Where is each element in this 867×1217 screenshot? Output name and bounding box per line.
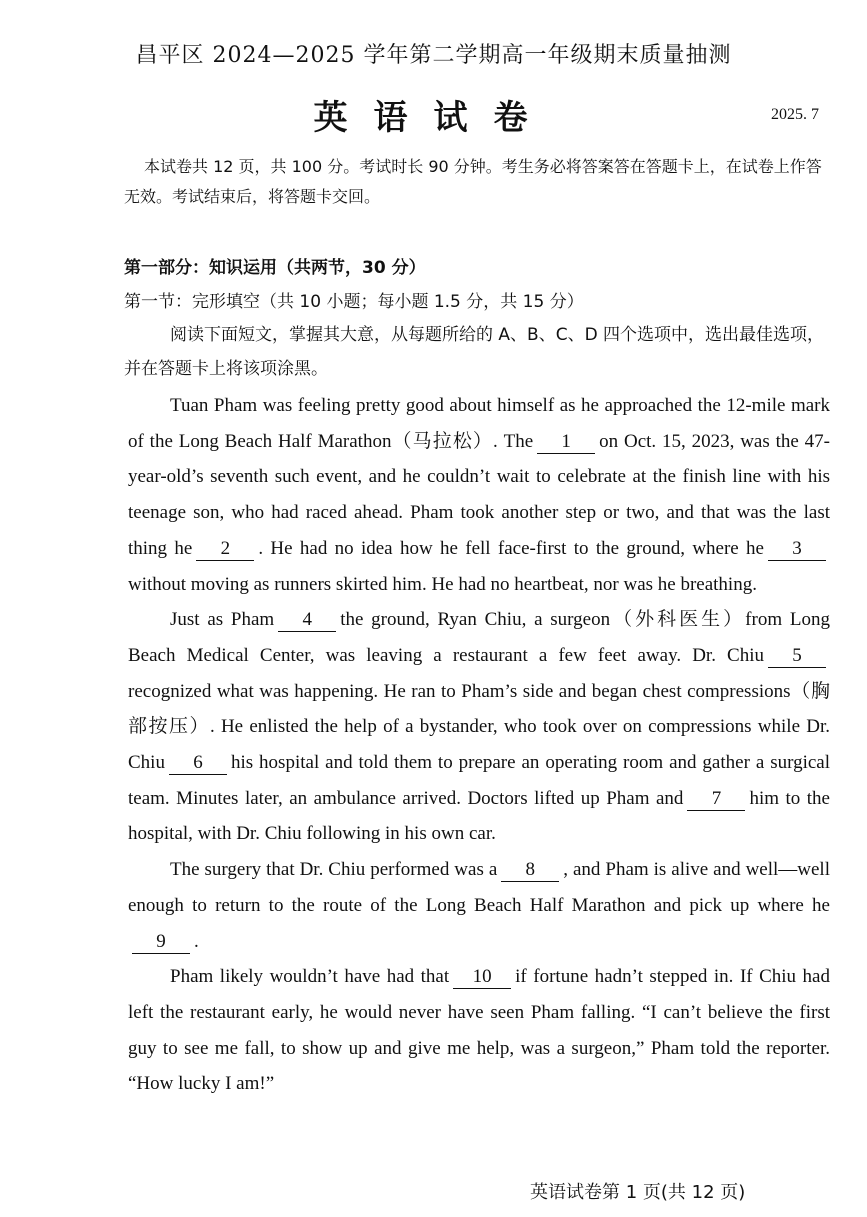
passage-text: if fortune hadn’t stepped in. If Chiu had left the restaurant early, he would never have seen Pham falling. “I can’t believe the first guy to see me fall, to show up and give me help, was a surgeon,” Pham told the reporter. “How lucky I am!” (128, 966, 830, 1095)
passage-paragraph-3 (128, 852, 830, 959)
part1-heading: 第一部分：知识运用（共两节，30 分） (124, 258, 426, 278)
blank-6: 6 (169, 752, 227, 775)
subject-title: 英语试卷 (313, 98, 554, 138)
passage-paragraph-4 (128, 959, 830, 1102)
blank-9: 9 (132, 931, 190, 954)
passage-text: recognized what was happening. He ran to Pham’s side and began chest compressions（胸部按压）. He enlisted the help of a bystander, who took over on compressions while Dr. Chiu (128, 680, 830, 774)
passage-paragraph-2 (128, 602, 830, 852)
cloze-passage (128, 388, 830, 1102)
blank-2: 2 (196, 538, 254, 561)
blank-5: 5 (768, 645, 826, 668)
blank-10: 10 (453, 966, 511, 989)
page-footer: 英语试卷第 1 页(共 12 页) (530, 1182, 746, 1203)
blank-8: 8 (501, 859, 559, 882)
passage-text: . (194, 930, 199, 952)
passage-text: on Oct. 15, 2023, was the 47-year-old’s seventh such event, and he couldn’t wait to celebrate at the finish line with his teenage son, who had raced ahead. Pham took another step or two, and that was the last thing he (128, 430, 830, 559)
passage-text: Pham likely wouldn’t have had that (170, 966, 450, 988)
exam-instructions: 本试卷共 12 页，共 100 分。考试时长 90 分钟。考生务必将答案答在答题卡上，在试卷上作答无效。考试结束后，将答题卡交回。 (124, 157, 822, 206)
blank-1: 1 (537, 431, 595, 454)
blank-3: 3 (768, 538, 826, 561)
blank-4: 4 (278, 609, 336, 632)
passage-text: Tuan Pham was feeling pretty good about himself as he approached the 12-mile mark of the Long Beach Half Marathon（马拉松）. The (128, 395, 830, 452)
blank-7: 7 (687, 788, 745, 811)
exam-title: 昌平区 2024—2025 学年第二学期高一年级期末质量抽测 (135, 43, 732, 68)
passage-text: , and Pham is alive and well—well enough to return to the route of the Long Beach Half Marathon and pick up where he (128, 859, 830, 916)
passage-text: Just as Pham (170, 609, 275, 631)
passage-paragraph-1 (128, 388, 830, 602)
exam-date: 2025. 7 (771, 106, 819, 123)
passage-text: the ground, Ryan Chiu, a surgeon（外科医生）from Long Beach Medical Center, was leaving a restaurant a few feet away. Dr. Chiu (128, 609, 830, 666)
section1-heading: 第一节：完形填空（共 10 小题；每小题 1.5 分，共 15 分） (124, 292, 584, 312)
passage-text: him to the hospital, with Dr. Chiu following in his own car. (128, 787, 830, 845)
passage-text: The surgery that Dr. Chiu performed was a (170, 859, 498, 881)
cloze-instruction: 阅读下面短文，掌握其大意，从每题所给的 A、B、C、D 四个选项中，选出最佳选项，并在答题卡上将该项涂黑。 (124, 325, 825, 379)
passage-text: his hospital and told them to prepare an operating room and gather a surgical team. Minutes later, an ambulance arrived. Doctors lifted up Pham and (128, 752, 830, 809)
passage-text: . He had no idea how he fell face-first to the ground, where he (258, 537, 764, 559)
passage-text: without moving as runners skirted him. He had no heartbeat, nor was he breathing. (128, 573, 757, 595)
